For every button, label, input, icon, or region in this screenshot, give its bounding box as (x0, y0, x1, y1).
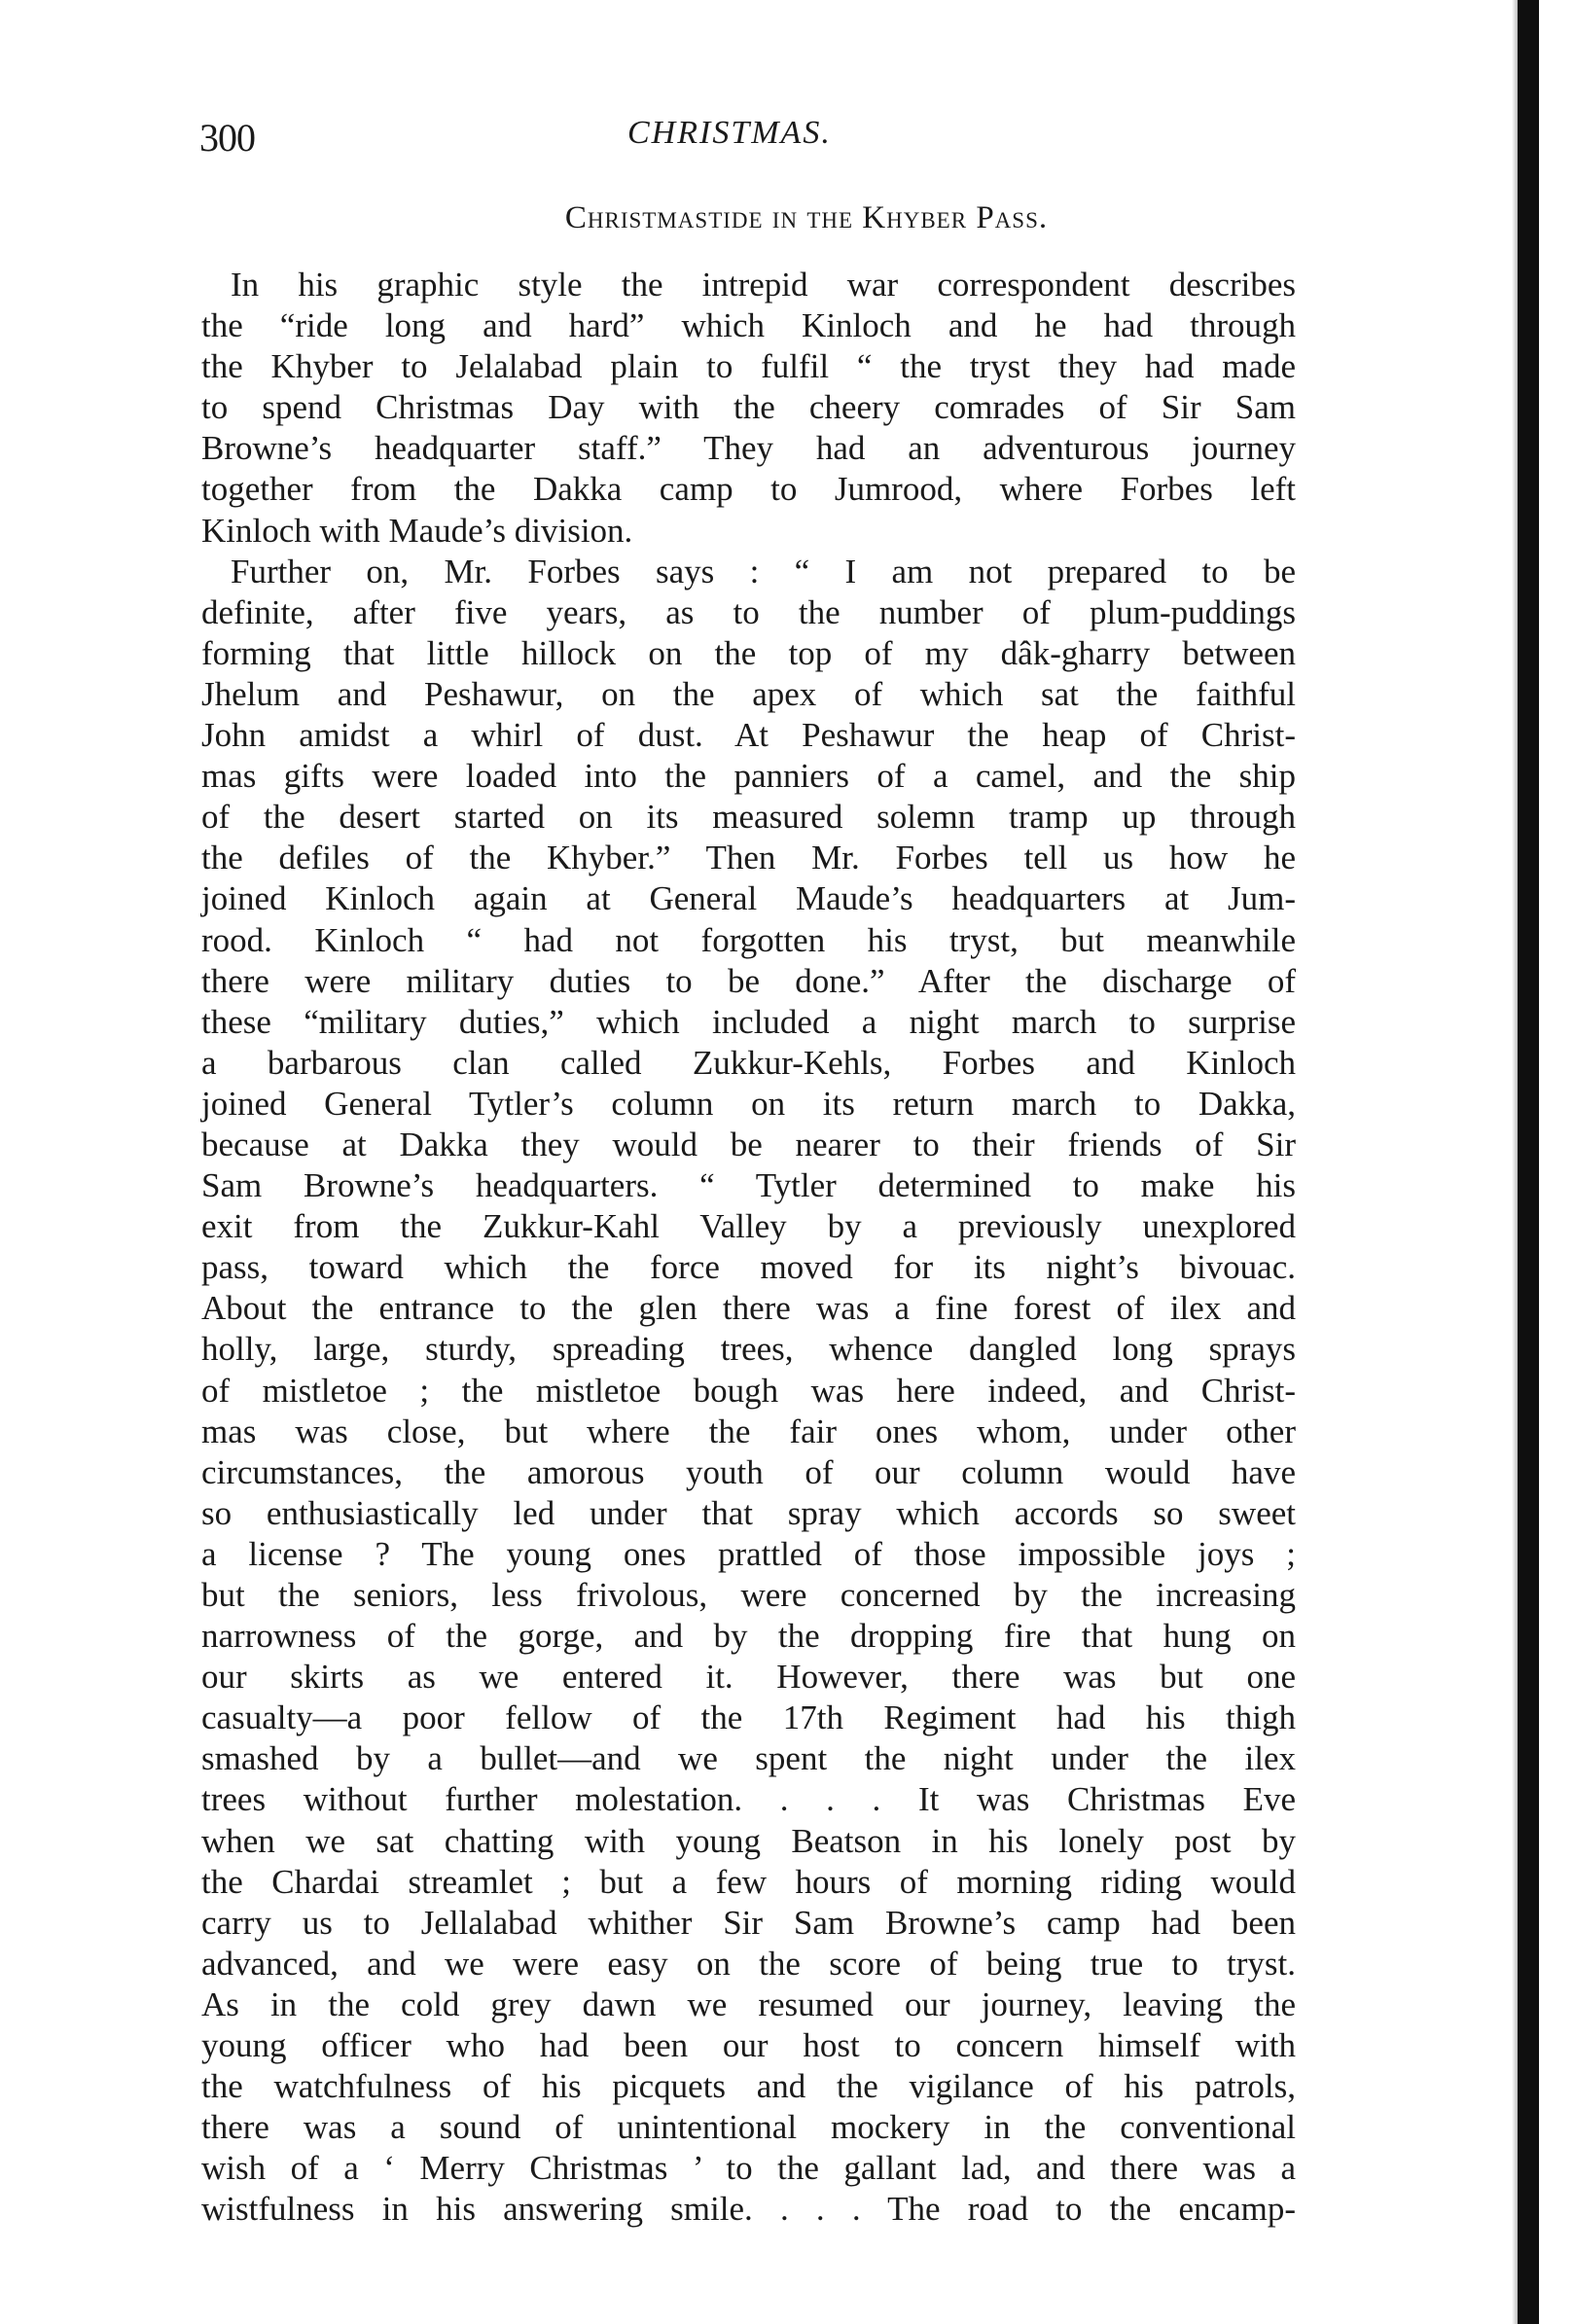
text-line: when we sat chatting with young Beatson in his lonely post by (201, 1821, 1296, 1860)
text-line: so enthusiastically led under that spray which accords so sweet (201, 1493, 1296, 1532)
text-line: Further on, Mr. Forbes says : “ I am not prepared to be (231, 552, 1296, 590)
text-line: pass, toward which the force moved for its night’s bivouac. (201, 1248, 1296, 1287)
text-line: there was a sound of unintentional mockery in the conventional (201, 2108, 1296, 2147)
text-line: the watchfulness of his picquets and the vigilance of his patrols, (201, 2067, 1296, 2106)
text-line: of the desert started on its measured solemn tramp up through (201, 798, 1296, 837)
text-line: wistfulness in his answering smile. . . . The road to the encamp- (201, 2190, 1296, 2229)
text-line: together from the Dakka camp to Jumrood, where Forbes left (201, 470, 1296, 509)
text-line: the Chardai streamlet ; but a few hours of morning riding would (201, 1862, 1296, 1901)
page-number: 300 (199, 116, 255, 160)
text-line: casualty—a poor fellow of the 17th Regiment had his thigh (201, 1698, 1296, 1737)
text-line: of mistletoe ; the mistletoe bough was here indeed, and Christ- (201, 1371, 1296, 1410)
page-edge-shadow (1518, 0, 1539, 2324)
text-line: mas was close, but where the fair ones whom, under other (201, 1412, 1296, 1450)
text-line: smashed by a bullet—and we spent the night under the ilex (201, 1739, 1296, 1778)
text-line: forming that little hillock on the top of my dâk-gharry between (201, 633, 1296, 672)
text-line: the “ride long and hard” which Kinloch and he had through (201, 306, 1296, 345)
text-line: Browne’s headquarter staff.” They had an adventurous journey (201, 429, 1296, 468)
text-line: definite, after five years, as to the number of plum-puddings (201, 592, 1296, 631)
text-line: advanced, and we were easy on the score of being true to tryst. (201, 1944, 1296, 1983)
text-line: trees without further molestation. . . . It was Christmas Eve (201, 1780, 1296, 1819)
text-line: because at Dakka they would be nearer to their friends of Sir (201, 1125, 1296, 1163)
body-text (201, 265, 1296, 2231)
text-line: holly, large, sturdy, spreading trees, whence dangled long sprays (201, 1330, 1296, 1369)
text-line: Sam Browne’s headquarters. “ Tytler determined to make his (201, 1166, 1296, 1205)
text-line: Jhelum and Peshawur, on the apex of which sat the faithful (201, 674, 1296, 713)
text-line: Kinloch with Maude’s division. (201, 511, 633, 550)
text-line: our skirts as we entered it. However, there was but one (201, 1658, 1296, 1697)
text-line: these “military duties,” which included a night march to surprise (201, 1002, 1296, 1041)
text-line: John amidst a whirl of dust. At Peshawur the heap of Christ- (201, 716, 1296, 755)
text-line: wish of a ‘ Merry Christmas ’ to the gallant lad, and there was a (201, 2149, 1296, 2188)
text-line: joined Kinloch again at General Maude’s headquarters at Jum- (201, 879, 1296, 918)
text-line: to spend Christmas Day with the cheery comrades of Sir Sam (201, 388, 1296, 427)
text-line: mas gifts were loaded into the panniers of a camel, and the ship (201, 757, 1296, 796)
text-line: there were military duties to be done.” After the discharge of (201, 961, 1296, 1000)
text-line: carry us to Jellalabad whither Sir Sam Browne’s camp had been (201, 1903, 1296, 1942)
text-line: In his graphic style the intrepid war correspondent describes (231, 266, 1296, 304)
text-line: rood. Kinloch “ had not forgotten his tryst, but meanwhile (201, 920, 1296, 959)
text-line: young officer who had been our host to concern himself with (201, 2026, 1296, 2065)
text-line: the Khyber to Jelalabad plain to fulfil “ the tryst they had made (201, 347, 1296, 386)
text-line: About the entrance to the glen there was a fine forest of ilex and (201, 1289, 1296, 1328)
text-line: exit from the Zukkur-Kahl Valley by a previously unexplored (201, 1207, 1296, 1246)
text-line: but the seniors, less frivolous, were concerned by the increasing (201, 1576, 1296, 1614)
running-head (199, 115, 1294, 163)
text-line: joined General Tytler’s column on its return march to Dakka, (201, 1084, 1296, 1123)
running-title: CHRISTMAS. (627, 115, 832, 151)
text-line: the defiles of the Khyber.” Then Mr. Forbes tell us how he (201, 839, 1296, 877)
section-title: Christmastide in the Khyber Pass. (564, 200, 1049, 235)
text-line: a barbarous clan called Zukkur-Kehls, Forbes and Kinloch (201, 1043, 1296, 1082)
text-line: a license ? The young ones prattled of those impossible joys ; (201, 1534, 1296, 1573)
text-line: circumstances, the amorous youth of our column would have (201, 1452, 1296, 1491)
text-line: narrowness of the gorge, and by the dropping fire that hung on (201, 1617, 1296, 1656)
text-line: As in the cold grey dawn we resumed our journey, leaving the (201, 1984, 1296, 2023)
